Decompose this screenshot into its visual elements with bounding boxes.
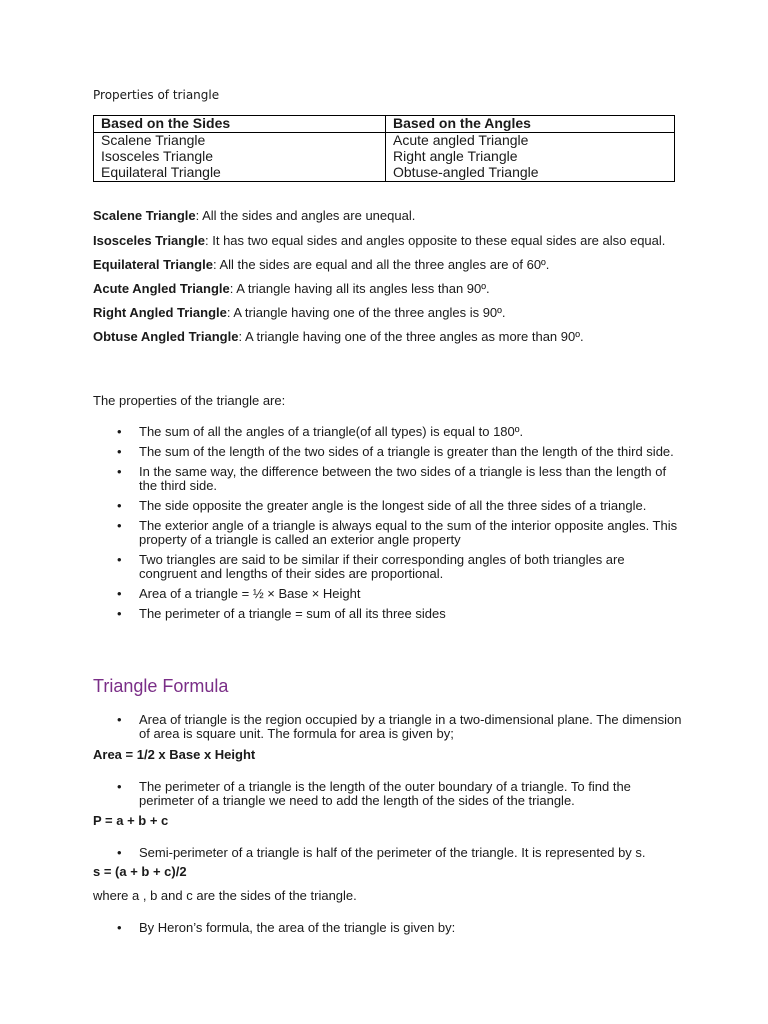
list-item-text: Two triangles are said to be similar if their corresponding angles of both triangles are congruent and lengths of their sides are proportional.	[139, 552, 625, 581]
definition-item	[93, 208, 683, 223]
definition-term: Right Angled Triangle	[93, 305, 227, 320]
list-item-text: In the same way, the difference between the two sides of a triangle is less than the length of the third side.	[139, 464, 667, 493]
definition-item	[93, 305, 683, 320]
table-cell: Equilateral Triangle	[94, 165, 386, 182]
bullet-icon: •	[117, 779, 122, 794]
bullet-icon: •	[117, 586, 122, 601]
definition-item	[93, 233, 683, 248]
list-item	[93, 713, 683, 741]
definition-term: Equilateral Triangle	[93, 257, 213, 272]
properties-intro: The properties of the triangle are:	[93, 393, 286, 408]
definition-term: Scalene Triangle	[93, 208, 196, 223]
list-item	[93, 846, 683, 860]
bullet-icon: •	[117, 444, 122, 459]
definitions-list	[93, 208, 683, 344]
semi-perimeter-formula: s = (a + b + c)/2	[93, 864, 187, 879]
table-row	[94, 165, 675, 182]
bullet-icon: •	[117, 498, 122, 513]
bullet-icon: •	[117, 845, 122, 860]
list-item	[93, 445, 683, 459]
list-item	[93, 499, 683, 513]
document-title: Properties of triangle	[93, 88, 220, 102]
list-item-text: Area of a triangle = ½ × Base × Height	[139, 586, 361, 601]
list-item-text: Semi-perimeter of a triangle is half of the perimeter of the triangle. It is represented by s.	[139, 845, 646, 860]
bullet-icon: •	[117, 552, 122, 567]
triangle-types-table	[93, 115, 675, 182]
definition-text: : All the sides are equal and all the three angles are of 60º.	[212, 257, 550, 272]
bullet-icon: •	[117, 424, 122, 439]
list-item	[93, 465, 683, 493]
list-item	[93, 587, 683, 601]
bullet-icon: •	[117, 464, 122, 479]
table-row	[94, 133, 675, 150]
definition-text: : It has two equal sides and angles opposite to these equal sides are also equal.	[205, 233, 666, 248]
definition-term: Obtuse Angled Triangle	[93, 329, 239, 344]
table-cell: Scalene Triangle	[94, 133, 386, 150]
list-item-text: The sum of all the angles of a triangle(of all types) is equal to 180º.	[139, 424, 524, 439]
bullet-icon: •	[117, 920, 122, 935]
definition-text: : A triangle having one of the three angles as more than 90º.	[238, 329, 584, 344]
list-item-text: The perimeter of a triangle = sum of all its three sides	[139, 606, 446, 621]
definition-term: Acute Angled Triangle	[93, 281, 230, 296]
table-header-row	[94, 116, 675, 133]
definition-item	[93, 257, 683, 272]
list-item	[93, 425, 683, 439]
list-item-text: By Heron’s formula, the area of the triangle is given by:	[139, 920, 456, 935]
list-item	[93, 607, 683, 621]
definition-text: : A triangle having one of the three angles is 90º.	[226, 305, 506, 320]
list-item-text: The side opposite the greater angle is the longest side of all the three sides of a triangle.	[139, 498, 647, 513]
table-row	[94, 149, 675, 165]
bullet-icon: •	[117, 712, 122, 727]
sides-note: where a , b and c are the sides of the triangle.	[93, 888, 357, 903]
table-cell: Isosceles Triangle	[94, 149, 386, 165]
list-item	[93, 780, 683, 808]
list-item	[93, 519, 683, 547]
table-cell: Right angle Triangle	[386, 149, 675, 165]
section-heading: Triangle Formula	[93, 676, 229, 696]
list-item-text: Area of triangle is the region occupied by a triangle in a two-dimensional plane. The dimension of area is square unit. The formula for area is given by;	[139, 712, 682, 741]
bullet-icon: •	[117, 606, 122, 621]
list-item-text: The perimeter of a triangle is the length of the outer boundary of a triangle. To find the perimeter of a triangle we need to add the length of the sides of the triangle.	[139, 779, 631, 808]
definition-item	[93, 329, 683, 344]
table-cell: Acute angled Triangle	[386, 133, 675, 150]
list-item-text: The sum of the length of the two sides of a triangle is greater than the length of the third side.	[139, 444, 674, 459]
properties-list	[93, 425, 683, 627]
table-header-sides: Based on the Sides	[94, 116, 386, 133]
perimeter-formula: P = a + b + c	[93, 813, 169, 828]
definition-item	[93, 281, 683, 296]
area-formula: Area = 1/2 x Base x Height	[93, 747, 256, 762]
table-header-angles: Based on the Angles	[386, 116, 675, 133]
list-item	[93, 553, 683, 581]
definition-term: Isosceles Triangle	[93, 233, 206, 248]
list-item	[93, 921, 683, 935]
list-item-text: The exterior angle of a triangle is always equal to the sum of the interior opposite angles. This property of a triangle is called an exterior angle property	[139, 518, 678, 547]
bullet-icon: •	[117, 518, 122, 533]
definition-text: : A triangle having all its angles less than 90º.	[229, 281, 490, 296]
table-cell: Obtuse-angled Triangle	[386, 165, 675, 182]
definition-text: : All the sides and angles are unequal.	[195, 208, 416, 223]
